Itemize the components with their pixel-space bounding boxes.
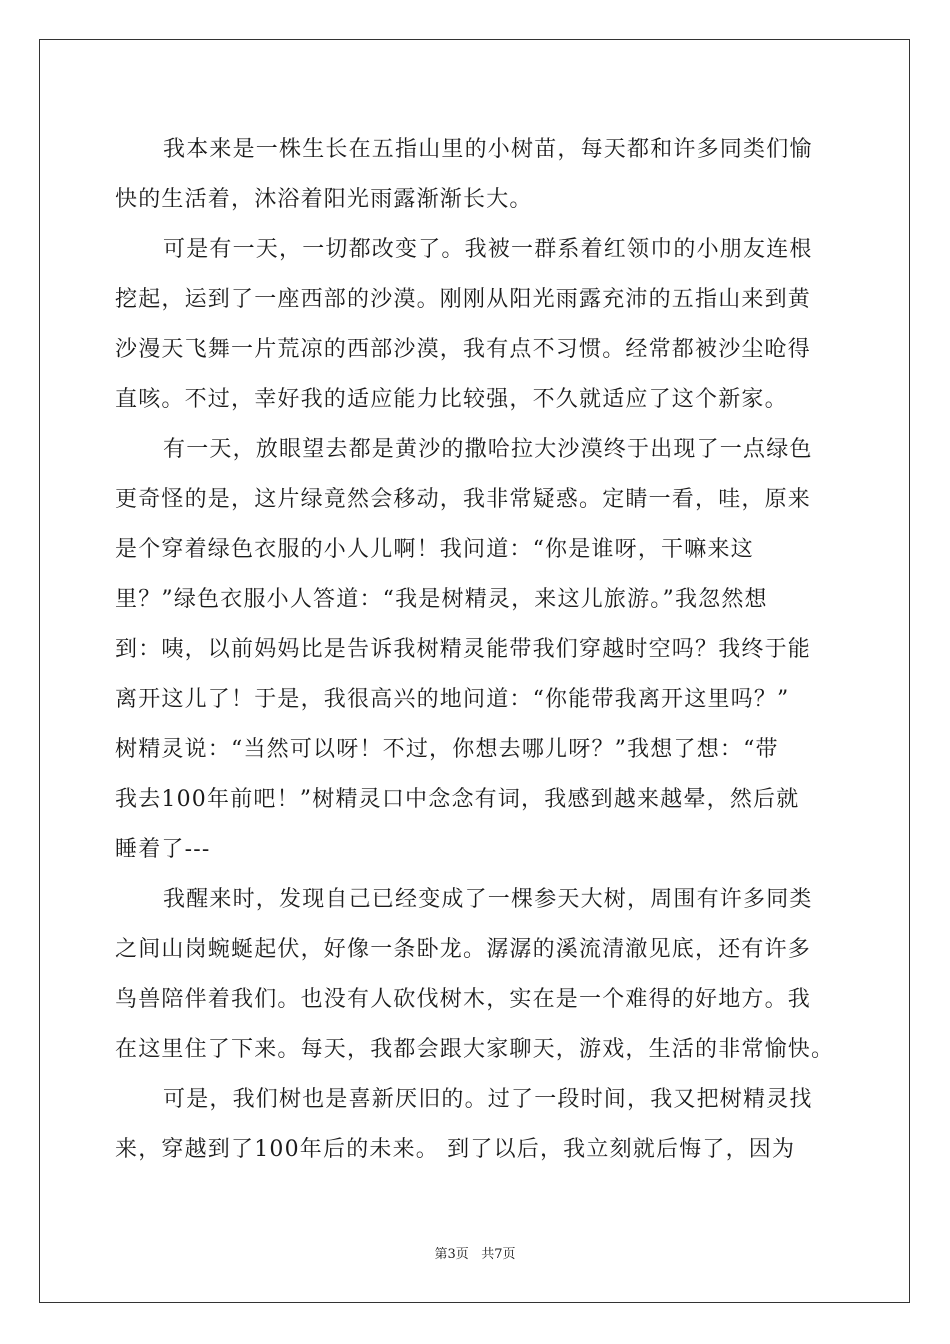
text-line: 是个穿着绿色衣服的小人儿啊！我问道：“你是谁呀，干嘛来这 (115, 537, 754, 562)
text-line: 睡着了--- (115, 837, 211, 862)
text-line: 直咳。不过，幸好我的适应能力比较强，不久就适应了这个新家。 (115, 387, 788, 412)
text-line: 鸟兽陪伴着我们。也没有人砍伐树木，实在是一个难得的好地方。我 (115, 987, 812, 1012)
text-line: 我醒来时，发现自己已经变成了一棵参天大树，周围有许多同类 (163, 887, 813, 912)
text-line: 之间山岗蜿蜒起伏，好像一条卧龙。潺潺的溪流清澈见底，还有许多 (115, 937, 812, 962)
text-line: 可是，我们树也是喜新厌旧的。过了一段时间，我又把树精灵找 (163, 1087, 813, 1112)
text-line: 有一天，放眼望去都是黄沙的撒哈拉大沙漠终于出现了一点绿色 (163, 437, 813, 462)
text-line: 可是有一天，一切都改变了。我被一群系着红领巾的小朋友连根 (163, 237, 813, 262)
text-line: 我本来是一株生长在五指山里的小树苗，每天都和许多同类们愉 (163, 137, 813, 162)
text-line: 来，穿越到了100年后的未来。 到了以后，我立刻就后悔了，因为 (115, 1137, 796, 1162)
page-number: 第3页 (434, 1247, 469, 1262)
text-line: 挖起，运到了一座西部的沙漠。刚刚从阳光雨露充沛的五指山来到黄 (115, 287, 812, 312)
text-line: 更奇怪的是，这片绿竟然会移动，我非常疑惑。定睛一看，哇，原来 (115, 487, 812, 512)
document-body (115, 125, 835, 1175)
text-line: 里？”绿色衣服小人答道：“我是树精灵，来这儿旅游。”我忽然想 (115, 587, 768, 612)
page-footer (0, 1243, 950, 1262)
text-line: 离开这儿了！于是，我很高兴的地问道：“你能带我离开这里吗？” (115, 687, 790, 712)
text-line: 我去100年前吧！”树精灵口中念念有词，我感到越来越晕，然后就 (115, 787, 800, 812)
text-line: 快的生活着，沐浴着阳光雨露渐渐长大。 (115, 187, 533, 212)
page-total: 共7页 (481, 1247, 516, 1262)
text-line: 树精灵说：“当然可以呀！不过，你想去哪儿呀？”我想了想：“带 (115, 737, 779, 762)
text-line: 到：咦，以前妈妈比是告诉我树精灵能带我们穿越时空吗？我终于能 (115, 637, 812, 662)
text-line: 在这里住了下来。每天，我都会跟大家聊天，游戏，生活的非常愉快。 (115, 1037, 835, 1062)
text-line: 沙漫天飞舞一片荒凉的西部沙漠，我有点不习惯。经常都被沙尘呛得 (115, 337, 812, 362)
